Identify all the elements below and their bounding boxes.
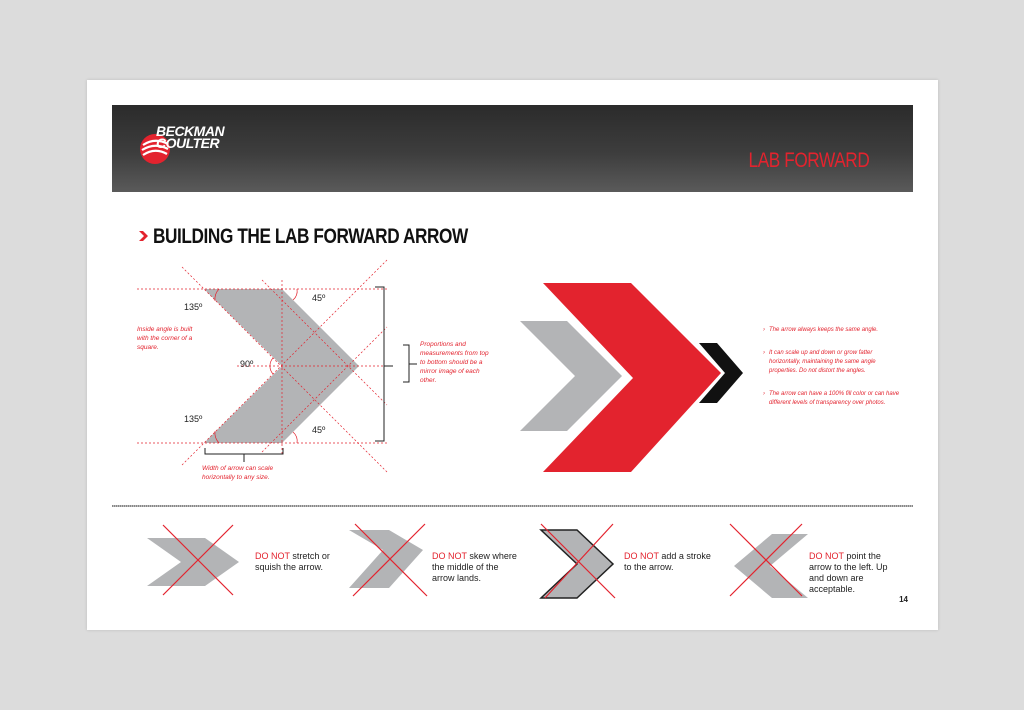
dont-prefix: DO NOT (255, 551, 290, 561)
dont-example-left (722, 520, 812, 600)
page-number: 14 (899, 595, 908, 604)
red-arrow (543, 283, 721, 472)
arrow-rules-list (763, 326, 903, 422)
width-bracket (205, 448, 283, 462)
note-width: Width of arrow can scale horizontally to any size. (202, 465, 274, 481)
arrow-construction-diagram (87, 80, 938, 500)
dont-prefix: DO NOT (624, 551, 659, 561)
dont-caption-skew (432, 551, 522, 584)
angle-label-middle: 90º (240, 359, 254, 369)
section-title: BUILDING THE LAB FORWARD ARROW (153, 225, 468, 248)
dont-text: point the arrow to the left. Up and down are acceptable. (809, 551, 888, 594)
header-title: LAB FORWARD (748, 149, 869, 172)
note-proportions: Proportions and measurements from top to bottom should be a mirror image of each other. (420, 341, 489, 384)
rule-item: › The arrow always keeps the same angle. (763, 326, 903, 335)
dont-text: add a stroke to the arrow. (624, 551, 711, 572)
logo-line1: BECKMAN (156, 123, 225, 139)
height-bracket (375, 287, 393, 441)
dont-caption-stroke (624, 551, 714, 573)
angle-label-top-right: 45º (312, 293, 326, 303)
dont-caption-left (809, 551, 899, 595)
dont-example-stroke (537, 520, 627, 600)
section-divider (112, 505, 913, 507)
dont-caption-stretch (255, 551, 345, 573)
note-inside-angle: Inside angle is built with the corner of a square. (137, 326, 193, 351)
proportion-bracket (403, 345, 417, 382)
angle-label-bottom-right: 45º (312, 425, 326, 435)
brand-guide-page (87, 80, 938, 630)
dont-example-stretched (145, 520, 245, 600)
rule-item: › It can scale up and down or grow fatter horizontally, maintaining the same angle properties. Do not distort the angles. (763, 349, 903, 376)
dont-text: stretch or squish the arrow. (255, 551, 330, 572)
rule-item: › The arrow can have a 100% fill color or can have different levels of transparency over photos. (763, 390, 903, 408)
dont-prefix: DO NOT (432, 551, 467, 561)
angle-label-top: 135º (184, 302, 203, 312)
dont-example-skewed (345, 520, 435, 600)
logo-line2: COULTER (156, 135, 220, 151)
dont-text: skew where the middle of the arrow lands. (432, 551, 517, 583)
dont-prefix: DO NOT (809, 551, 844, 561)
angle-label-bottom: 135º (184, 414, 203, 424)
